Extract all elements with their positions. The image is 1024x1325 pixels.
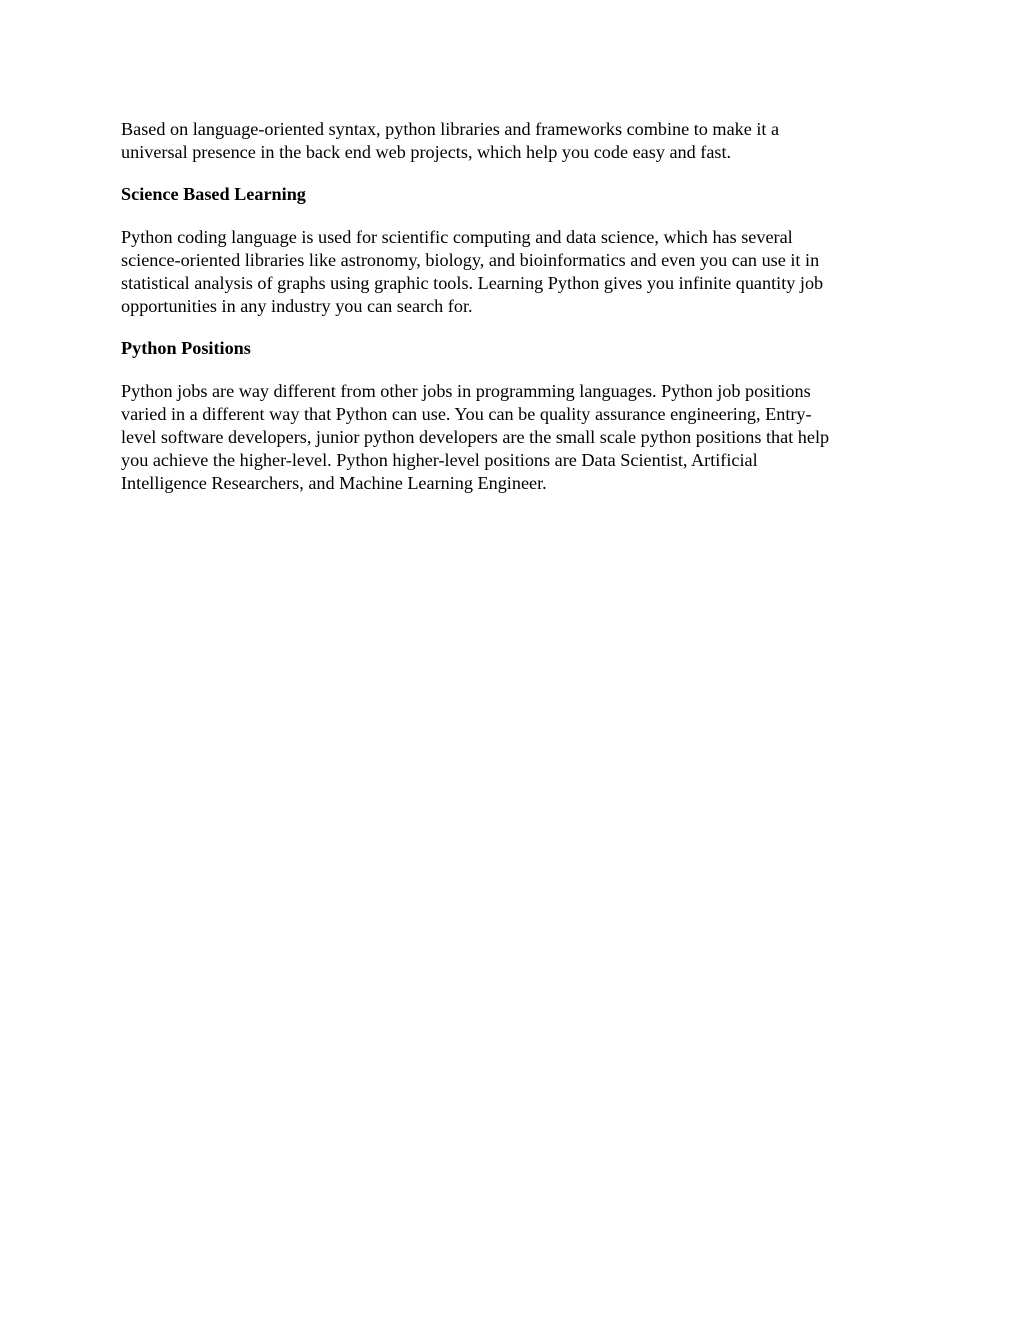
text-line: you achieve the higher-level. Python higher-level positions are Data Scientist, Artificial <box>121 450 758 471</box>
text-line: varied in a different way that Python can use. You can be quality assurance engineering, Entry- <box>121 403 812 424</box>
positions-paragraph <box>121 380 911 496</box>
text-line: Python jobs are way different from other jobs in programming languages. Python job positions <box>121 380 811 401</box>
text-line: statistical analysis of graphs using graphic tools. Learning Python gives you infinite quantity job <box>121 273 824 294</box>
text-line: Intelligence Researchers, and Machine Learning Engineer. <box>121 473 547 494</box>
intro-paragraph <box>121 118 911 164</box>
section-heading-positions: Python Positions <box>121 338 251 359</box>
science-paragraph <box>121 226 911 319</box>
text-line: universal presence in the back end web projects, which help you code easy and fast. <box>121 142 732 163</box>
section-heading-science: Science Based Learning <box>121 184 306 205</box>
text-line: opportunities in any industry you can search for. <box>121 296 473 317</box>
text-line: Based on language-oriented syntax, python libraries and frameworks combine to make it a <box>121 119 780 139</box>
text-line: Python coding language is used for scientific computing and data science, which has several <box>121 226 793 247</box>
text-line: level software developers, junior python developers are the small scale python positions that help <box>121 427 830 448</box>
document-page <box>121 118 911 515</box>
text-line: science-oriented libraries like astronomy, biology, and bioinformatics and even you can use it in <box>121 249 820 270</box>
